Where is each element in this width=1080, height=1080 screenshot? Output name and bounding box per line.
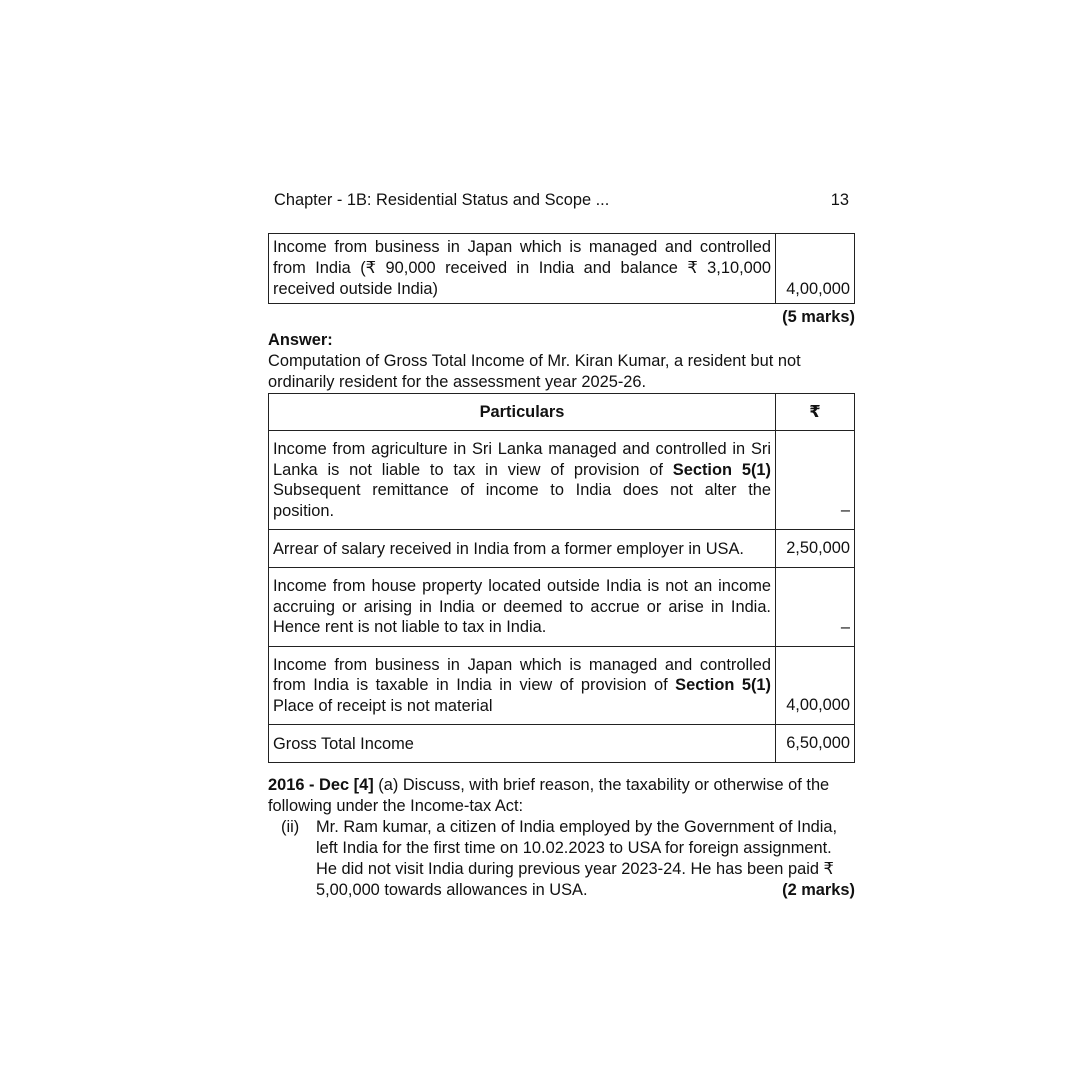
row-amount: – <box>776 431 855 530</box>
sub-question <box>268 817 855 901</box>
row-text: Arrear of salary received in India from a former employer in USA. <box>269 530 776 568</box>
row-text: Income from house property located outside India is not an income accruing or arising in India or deemed to accrue or arise in India. Hence rent is not liable to tax in India. <box>269 568 776 647</box>
table-row <box>269 530 855 568</box>
table-header-row <box>269 394 855 431</box>
page-number: 13 <box>830 190 849 209</box>
question-text: (a) Discuss, with brief reason, the taxability or otherwise of the following under the Income-tax Act: <box>268 776 830 815</box>
page <box>268 187 855 901</box>
question-row-amount: 4,00,000 <box>776 234 855 304</box>
amount-header: ₹ <box>776 394 855 431</box>
question-row-text: Income from business in Japan which is managed and controlled from India (₹ 90,000 received in India and balance ₹ 3,10,000 received outside India) <box>269 234 776 304</box>
answer-table <box>268 393 855 763</box>
row-amount: 6,50,000 <box>776 725 855 763</box>
next-question <box>268 775 855 817</box>
answer-label: Answer: <box>268 331 333 349</box>
row-text: Income from agriculture in Sri Lanka managed and controlled in Sri Lanka is not liable to tax in view of provision of Section 5(1) Subsequent remittance of income to India does not alter the position. <box>269 431 776 530</box>
row-text: Gross Total Income <box>269 725 776 763</box>
row-amount: – <box>776 568 855 647</box>
particulars-header: Particulars <box>269 394 776 431</box>
table-row <box>269 646 855 725</box>
sub-question-text: Mr. Ram kumar, a citizen of India employed by the Government of India, left India for the first time on 10.02.2023 to USA for foreign assignment. He did not visit India during previous year 2023-24. He has been paid ₹ 5,00,000 towards allowances in USA. (2 marks) <box>316 818 855 899</box>
sub-question-number: (ii) <box>281 818 300 836</box>
question-ref: 2016 - Dec [4] <box>268 776 374 794</box>
row-amount: 4,00,000 <box>776 646 855 725</box>
sub-question-marks: (2 marks) <box>782 881 855 899</box>
row-text: Income from business in Japan which is managed and controlled from India is taxable in India in view of provision of Section 5(1) Place of receipt is not material <box>269 646 776 725</box>
table-row-total <box>269 725 855 763</box>
table-row <box>269 568 855 647</box>
chapter-title: Chapter - 1B: Residential Status and Scope ... <box>274 190 610 209</box>
page-header <box>268 187 855 213</box>
question-marks: (5 marks) <box>782 308 855 326</box>
answer-intro: Computation of Gross Total Income of Mr. Kiran Kumar, a resident but not ordinarily resident for the assessment year 2025-26. <box>268 352 801 391</box>
table-row <box>269 431 855 530</box>
question-table <box>268 233 855 304</box>
row-amount: 2,50,000 <box>776 530 855 568</box>
table-row <box>269 234 855 304</box>
